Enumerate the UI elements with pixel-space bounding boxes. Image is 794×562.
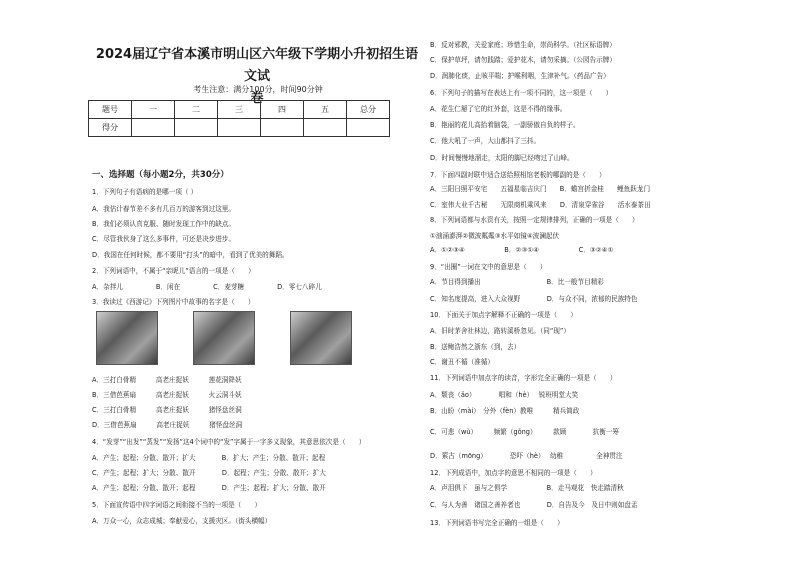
question-line: A．花生仁掰了它的红外套，这是不得的缘事。: [430, 105, 567, 113]
table-cell: 五: [304, 101, 347, 119]
question-line: C．产生；起程；扩大；分散、散开 D．起程；产生；分散、散开；扩大: [92, 469, 326, 477]
question-line: C．可悲（wù） 频繁（gǒng） 款顾 抗衡一筹: [430, 428, 620, 436]
score-cell[interactable]: [261, 119, 304, 137]
score-cell[interactable]: [304, 119, 347, 137]
question-line: 2．下列词语中，不属于“亲昵儿”语言的一项是（ ）: [92, 267, 255, 275]
question-line: 8．下列词语都与水资有关，按照一定规律排列，正确的一项是（ ）: [430, 216, 639, 224]
score-cell[interactable]: [218, 119, 261, 137]
table-cell: 得分: [89, 119, 132, 137]
question-line: A．声泪俱下 虽与之俱学 B．走马观花 快走踏清秋: [430, 484, 624, 492]
question-line: C．他大吼了一声，大山都抖了三抖。: [430, 137, 541, 145]
score-cell[interactable]: [132, 119, 175, 137]
question-line: 10．下面关于加点字解释不正确的一项是（ ）: [430, 311, 577, 319]
table-cell: 总分: [347, 101, 390, 119]
question-line: A．产生；起程；分散、散开；起程 D．产生；起程；扩大；分散、散开: [92, 484, 326, 492]
question-line: 3．我读过《西游记》下列图片中故事的名字是（ ）: [92, 298, 255, 306]
question-line: B．艳丽的花儿高抬着脑袋，一副骄傲自负的样子。: [430, 121, 580, 129]
question-line: 12．下列成语中，加点字的意思不相同的一项是（ ）: [430, 469, 597, 477]
question-line: D．我国在任何时候，都不要用“打头”的暗中，看到了优美的舞蹈。: [92, 251, 289, 259]
question-line: 7．下面四副对联中适合送给照相馆老板的哪副的是（ ）: [430, 171, 606, 179]
question-line: C．三打白骨精 高老庄捉妖 猪怪盘丝洞: [92, 406, 242, 414]
question-line: D．三借芭蕉扇 高老庄捉妖 猪怪盘丝洞: [92, 421, 243, 429]
title-line-1: 2024届辽宁省本溪市明山区六年级下学期小升初招生语文试: [95, 47, 419, 84]
question-line: A．我估计春节差不多有几百万的游客到过这里。: [92, 205, 235, 213]
table-cell: 四: [261, 101, 304, 119]
journey-west-scene-3: [290, 311, 352, 365]
question-line: 1．下列句子有语病的是哪一项（ ）: [92, 188, 198, 196]
question-line: 6．下列句子的描写在表达上有一项不同的，这一项是（ ）: [430, 89, 613, 97]
question-line: 9．“出圈”一词在文中的意思是（ ）: [430, 263, 547, 271]
question-line: C．知名度提高，进入大众视野 D．与众不同，浓郁的民族特色: [430, 295, 638, 303]
exam-note: 考生注意：满分100分，时间90分钟: [193, 85, 323, 94]
question-line: 5．下面宣传语中四字词语之间衔接不当的一项是（ ）: [92, 501, 262, 509]
section-heading: 一、选择题（每小题2分，共30分）: [92, 170, 229, 180]
table-cell: 题号: [89, 101, 132, 119]
question-line: 4．“发芽”“出发”“蒸发”“发扬”这4个词中的“发”字属于一字多义现象，其意思依次是（ ）: [92, 438, 366, 446]
question-line: B．三借芭蕉扇 高老庄捉妖 火云洞斗妖: [92, 391, 242, 399]
question-line: C．室伟大业千古秘 无限商机乘风来 D．清泉穿雀谷 活水泰茶田: [430, 201, 651, 209]
question-line: A．杂拌儿 B．闲在 C．麦芽糖 D．零七八碎儿: [92, 283, 322, 291]
journey-west-scene-2: [193, 311, 255, 365]
question-line: A．三阳日照平安宅 五福星临吉庆门 B．蟾宫折金桂 鲤鱼跃龙门: [430, 185, 651, 193]
question-line: A．节目得到播出 B．比一般节目精彩: [430, 278, 604, 286]
question-line: B．山盼（mài） 分外（fèn）教唯 精兵简政: [430, 407, 580, 415]
question-line: A．三打白骨精 高老庄捉妖 莲花洞降妖: [92, 376, 242, 384]
journey-west-scene-1: [96, 311, 158, 365]
question-line: 11．下列词语中加点字的读音，字形完全正确的一项是（ ）: [430, 374, 617, 382]
score-cell[interactable]: [347, 119, 390, 137]
score-table: [88, 100, 390, 137]
question-line: ①汹涌澎湃②微波粼粼③水平如镜④波澜起伏: [430, 232, 560, 240]
question-line: 13．下列词语书写完全正确的一组是（ ）: [430, 519, 564, 527]
question-line: D．萦古（mōng） 恐吓（hè） 幼稚 全神贯注: [430, 452, 623, 460]
question-line: A．旧时茅舍社林边，路转溪桥忽见。（同“现”）: [430, 327, 570, 335]
question-line: A．①②③④ B．②③①④ C．③②④①: [430, 246, 614, 254]
table-cell: 三: [218, 101, 261, 119]
question-line: C．保护草坪，请勿践踏；爱护花木，请勿采摘。（公园告示牌）: [430, 56, 616, 64]
question-line: C．尽管我伙身了这么多事件，可还是决步进步。: [92, 235, 236, 243]
table-row: [89, 101, 390, 119]
table-cell: 一: [132, 101, 175, 119]
question-line: D．时间慢慢地溜走，太阳的脚已经吻过了山峰。: [430, 154, 574, 162]
question-line: A．产生；起程；分散、散开；扩大 B．扩大；产生；分散、散开；起程: [92, 454, 326, 462]
score-cell[interactable]: [175, 119, 218, 137]
table-row: [89, 119, 390, 137]
question-line: B．送鲍浩然之浙东（到，去）: [430, 343, 521, 351]
title-line-2: 卷: [250, 91, 264, 106]
table-cell: 二: [175, 101, 218, 119]
question-line: C．与人为善 诸国之善养者也 D．自告及今 及日中则如盘盂: [430, 501, 638, 509]
question-line: D．润肺化痰，止咳平喘；护喉利咽，生津补气。（药品广告）: [430, 72, 610, 80]
question-line: B．反对邪教，关爱家庭；珍惜生命，崇尚科学。（社区标语牌）: [430, 41, 616, 49]
question-line: A．颓丧（ǎo） 唱和（hè） 锐班明堂大笑: [430, 391, 579, 399]
question-line: B．我们必须认真克服、随时发现工作中的缺点。: [92, 220, 235, 228]
question-line: A．万众一心，众志成城；奉献爱心，支援灾区。（街头横幅）: [92, 517, 272, 525]
question-line: C．谢丑不循（准循）: [430, 358, 494, 366]
